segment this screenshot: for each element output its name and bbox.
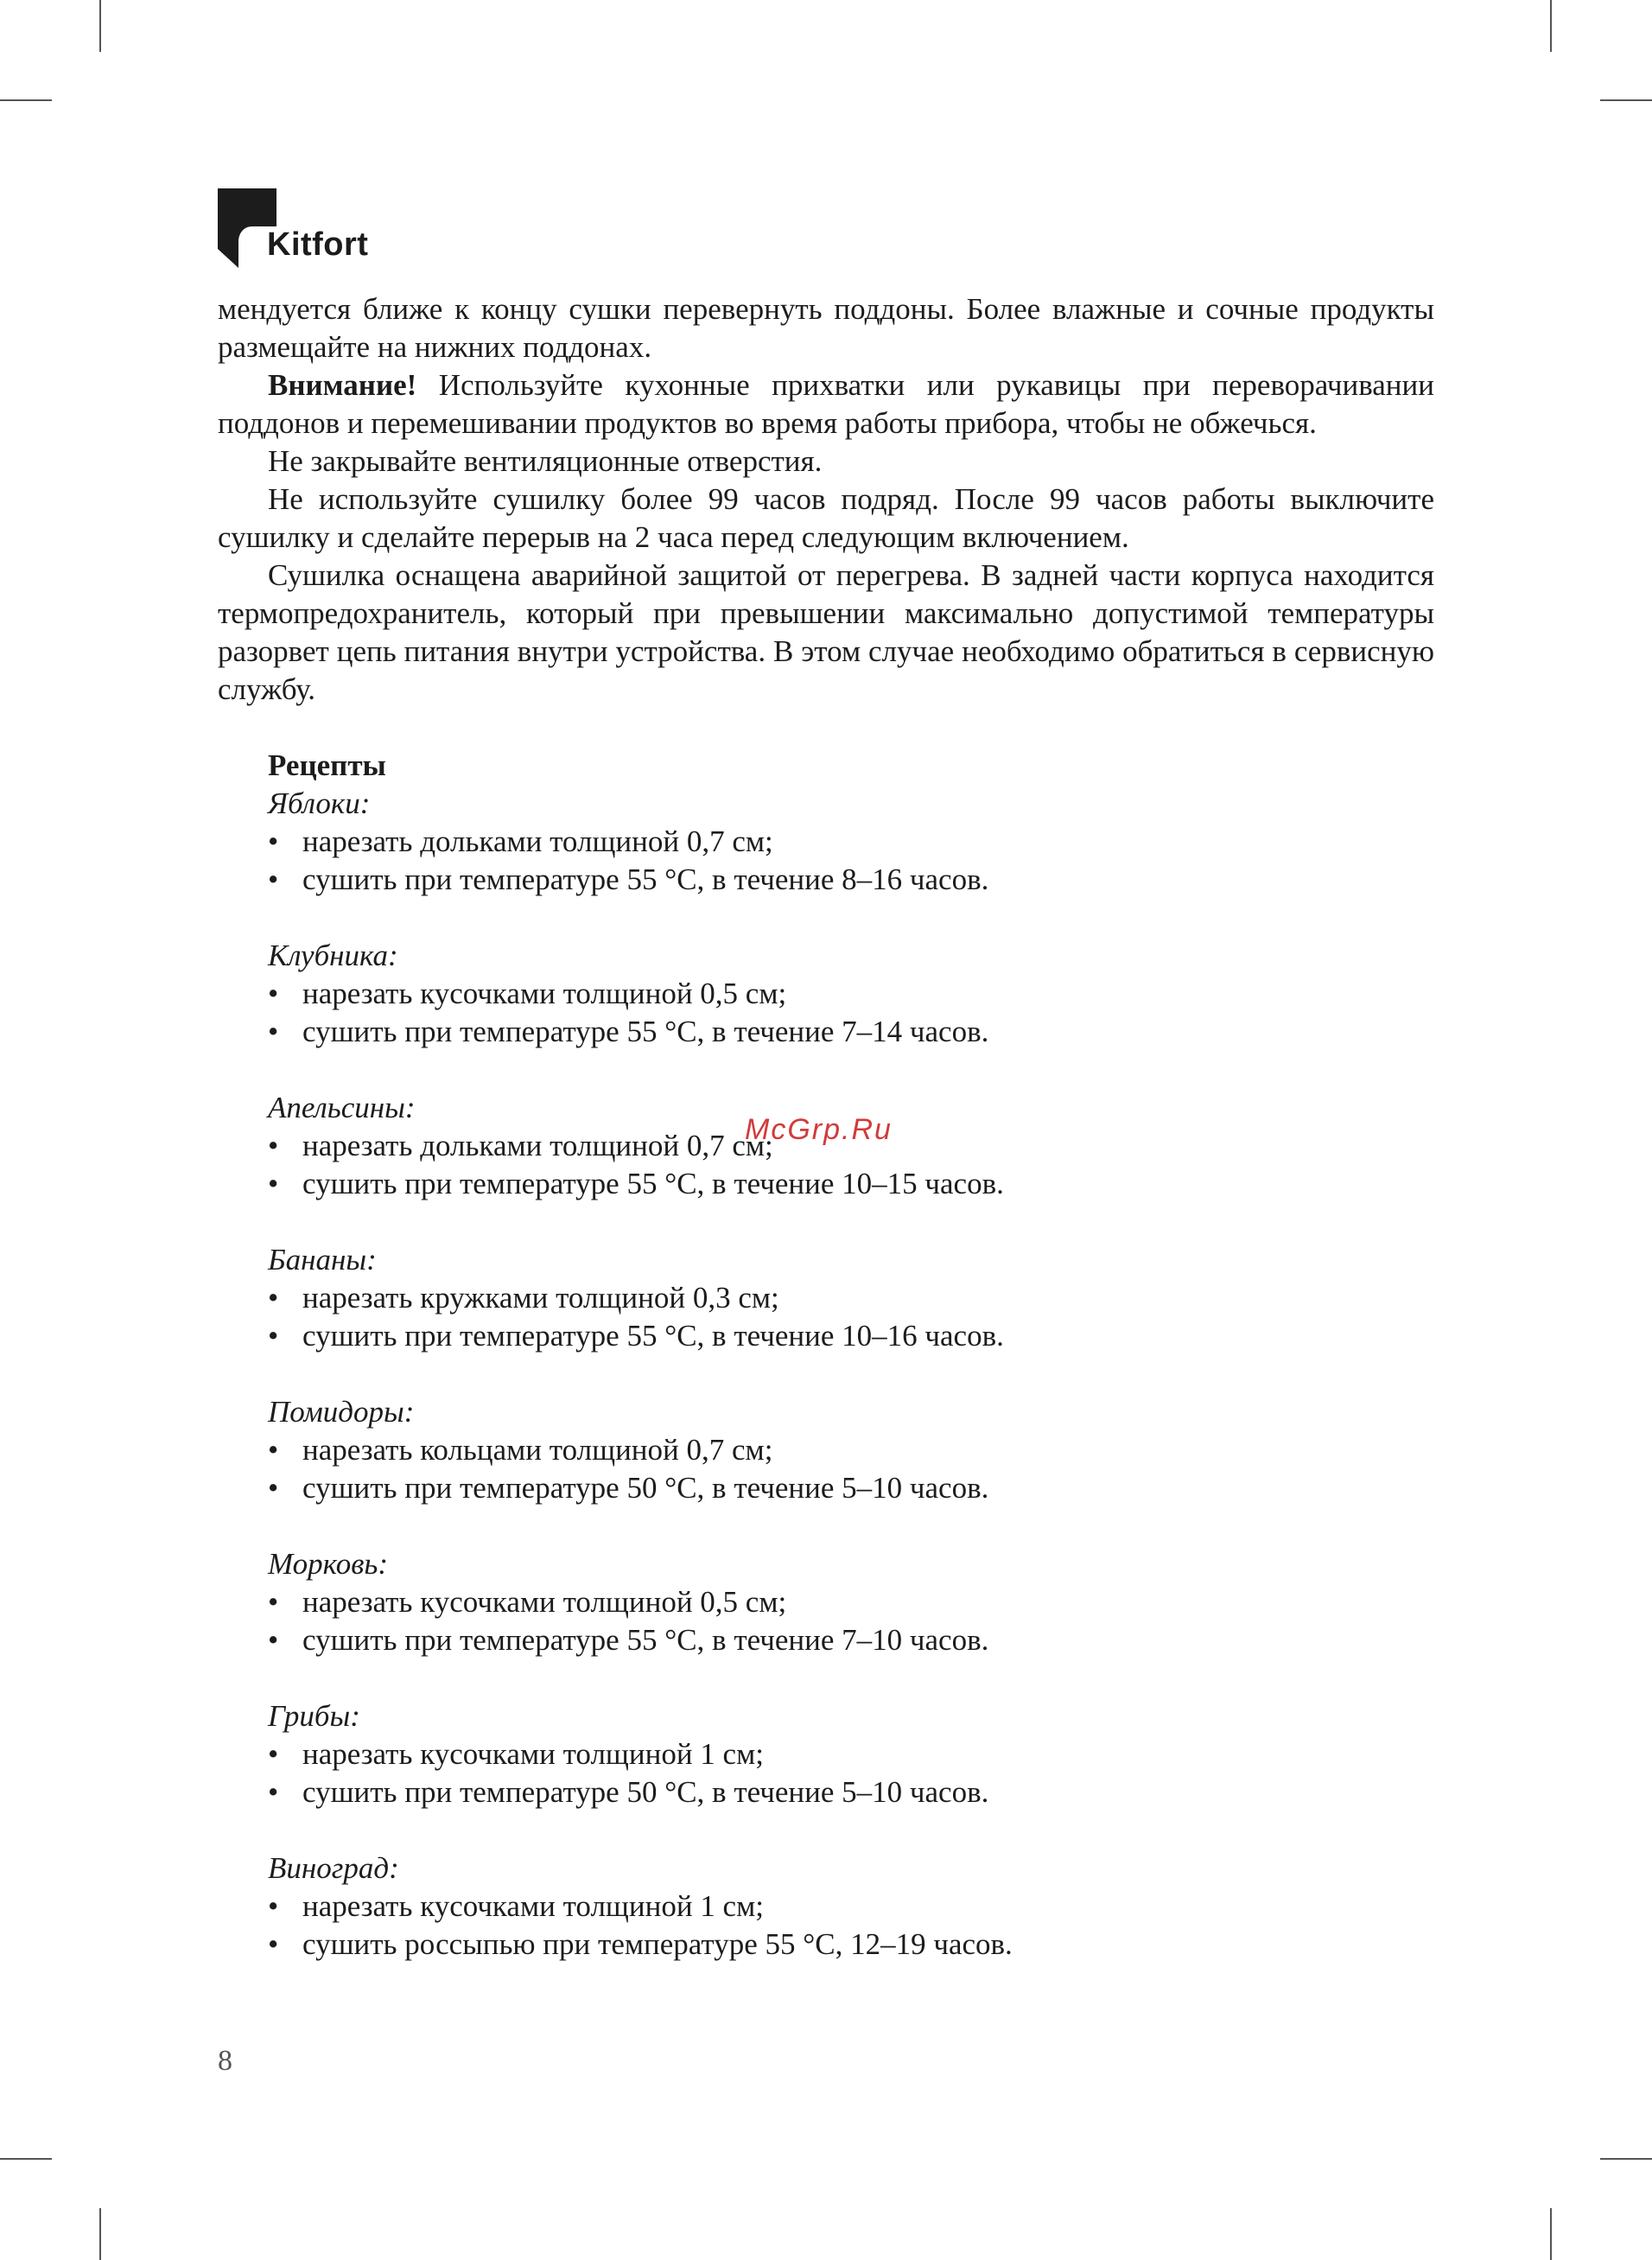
crop-mark-right-bottom bbox=[1600, 2158, 1652, 2160]
crop-mark-left-top bbox=[0, 99, 52, 101]
bullet: • bbox=[268, 1775, 279, 1809]
recipes-title: Рецепты bbox=[268, 748, 386, 782]
list-item: • нарезать кусочками толщиной 0,5 см; bbox=[268, 1583, 1434, 1621]
bullet: • bbox=[268, 1737, 279, 1771]
recipes-section bbox=[218, 747, 1434, 1964]
bullet: • bbox=[268, 1319, 279, 1353]
list-item: • сушить при температуре 50 °C, в течение 5–10 часов. bbox=[268, 1773, 1434, 1811]
list-item: • сушить при температуре 55 °C, в течение 8–16 часов. bbox=[268, 861, 1434, 899]
bullet: • bbox=[268, 1623, 279, 1657]
crop-mark-top-left bbox=[99, 0, 101, 52]
recipe-name: Апельсины: bbox=[268, 1091, 416, 1124]
crop-mark-left-bottom bbox=[0, 2158, 52, 2160]
list-item: • нарезать кусочками толщиной 1 см; bbox=[268, 1888, 1434, 1926]
bullet: • bbox=[268, 1471, 279, 1505]
bullet: • bbox=[268, 824, 279, 858]
bullet: • bbox=[268, 1281, 279, 1315]
recipe-bananas bbox=[268, 1241, 1434, 1355]
kitfort-logo bbox=[218, 188, 442, 268]
paragraph-3: Не закрывайте вентиляционные отверстия. bbox=[268, 444, 823, 478]
recipe-name: Помидоры: bbox=[268, 1395, 415, 1429]
recipe-carrot bbox=[268, 1545, 1434, 1659]
paragraph-warning bbox=[218, 366, 1434, 442]
bullet: • bbox=[268, 1167, 279, 1200]
list-item: • сушить при температуре 55 °C, в течение 10–16 часов. bbox=[268, 1317, 1434, 1355]
list-item: • нарезать дольками толщиной 0,7 см; bbox=[268, 823, 1434, 861]
bullet: • bbox=[268, 977, 279, 1010]
page-number: 8 bbox=[218, 2045, 232, 2077]
warning-text: Используйте кухонные прихватки или рукавицы при переворачивании поддонов и перемешивании продуктов во время работы прибора, чтобы не обжечься. bbox=[218, 368, 1434, 440]
bullet: • bbox=[268, 863, 279, 896]
list-item: • нарезать кусочками толщиной 0,5 см; bbox=[268, 975, 1434, 1013]
list-item: • нарезать кружками толщиной 0,3 см; bbox=[268, 1279, 1434, 1317]
recipe-grapes bbox=[268, 1849, 1434, 1964]
list-item: • сушить при температуре 50 °C, в течение 5–10 часов. bbox=[268, 1469, 1434, 1507]
list-item: • нарезать дольками толщиной 0,7 см; bbox=[268, 1127, 1434, 1165]
warning-label: Внимание! bbox=[268, 368, 417, 402]
bullet: • bbox=[268, 1015, 279, 1048]
recipe-tomatoes bbox=[268, 1393, 1434, 1507]
list-item: • сушить при температуре 55 °C, в течение 10–15 часов. bbox=[268, 1165, 1434, 1203]
recipe-name: Клубника: bbox=[268, 939, 398, 972]
list-item: • сушить при температуре 55 °C, в течение 7–10 часов. bbox=[268, 1621, 1434, 1659]
crop-mark-top-right bbox=[1550, 0, 1552, 52]
brand-name: Kitfort bbox=[267, 226, 369, 263]
bullet: • bbox=[268, 1433, 279, 1467]
recipe-mushrooms bbox=[268, 1697, 1434, 1811]
paragraph-4: Не используйте сушилку более 99 часов подряд. После 99 часов работы выключите сушилку и сделайте перерыв на 2 часа перед следующим включением. bbox=[218, 482, 1434, 554]
bullet: • bbox=[268, 1889, 279, 1923]
recipe-name: Яблоки: bbox=[268, 786, 371, 820]
paragraph-5: Сушилка оснащена аварийной защитой от перегрева. В задней части корпуса находится термопредохранитель, который при превышении максимально допустимой температуры разорвет цепь питания внутри устройства. В этом случае необходимо обратиться в сервисную службу. bbox=[218, 558, 1434, 706]
list-item: • сушить россыпью при температуре 55 °C, 12–19 часов. bbox=[268, 1926, 1434, 1964]
bullet: • bbox=[268, 1129, 279, 1162]
list-item: • нарезать кусочками толщиной 1 см; bbox=[268, 1735, 1434, 1773]
recipe-name: Бананы: bbox=[268, 1243, 377, 1276]
watermark: McGrp.Ru bbox=[745, 1113, 893, 1146]
bullet: • bbox=[268, 1927, 279, 1961]
bullet: • bbox=[268, 1585, 279, 1619]
crop-mark-bottom-left bbox=[99, 2208, 101, 2260]
paragraph-1: мендуется ближе к концу сушки перевернуть поддоны. Более влажные и сочные продукты размещайте на нижних поддонах. bbox=[218, 292, 1434, 364]
recipe-name: Морковь: bbox=[268, 1547, 388, 1581]
crop-mark-right-top bbox=[1600, 99, 1652, 101]
list-item: • сушить при температуре 55 °C, в течение 7–14 часов. bbox=[268, 1013, 1434, 1051]
list-item: • нарезать кольцами толщиной 0,7 см; bbox=[268, 1431, 1434, 1469]
recipe-name: Грибы: bbox=[268, 1699, 360, 1733]
recipe-apples bbox=[268, 785, 1434, 899]
recipe-name: Виноград: bbox=[268, 1851, 399, 1885]
recipe-strawberry bbox=[268, 937, 1434, 1051]
crop-mark-bottom-right bbox=[1550, 2208, 1552, 2260]
